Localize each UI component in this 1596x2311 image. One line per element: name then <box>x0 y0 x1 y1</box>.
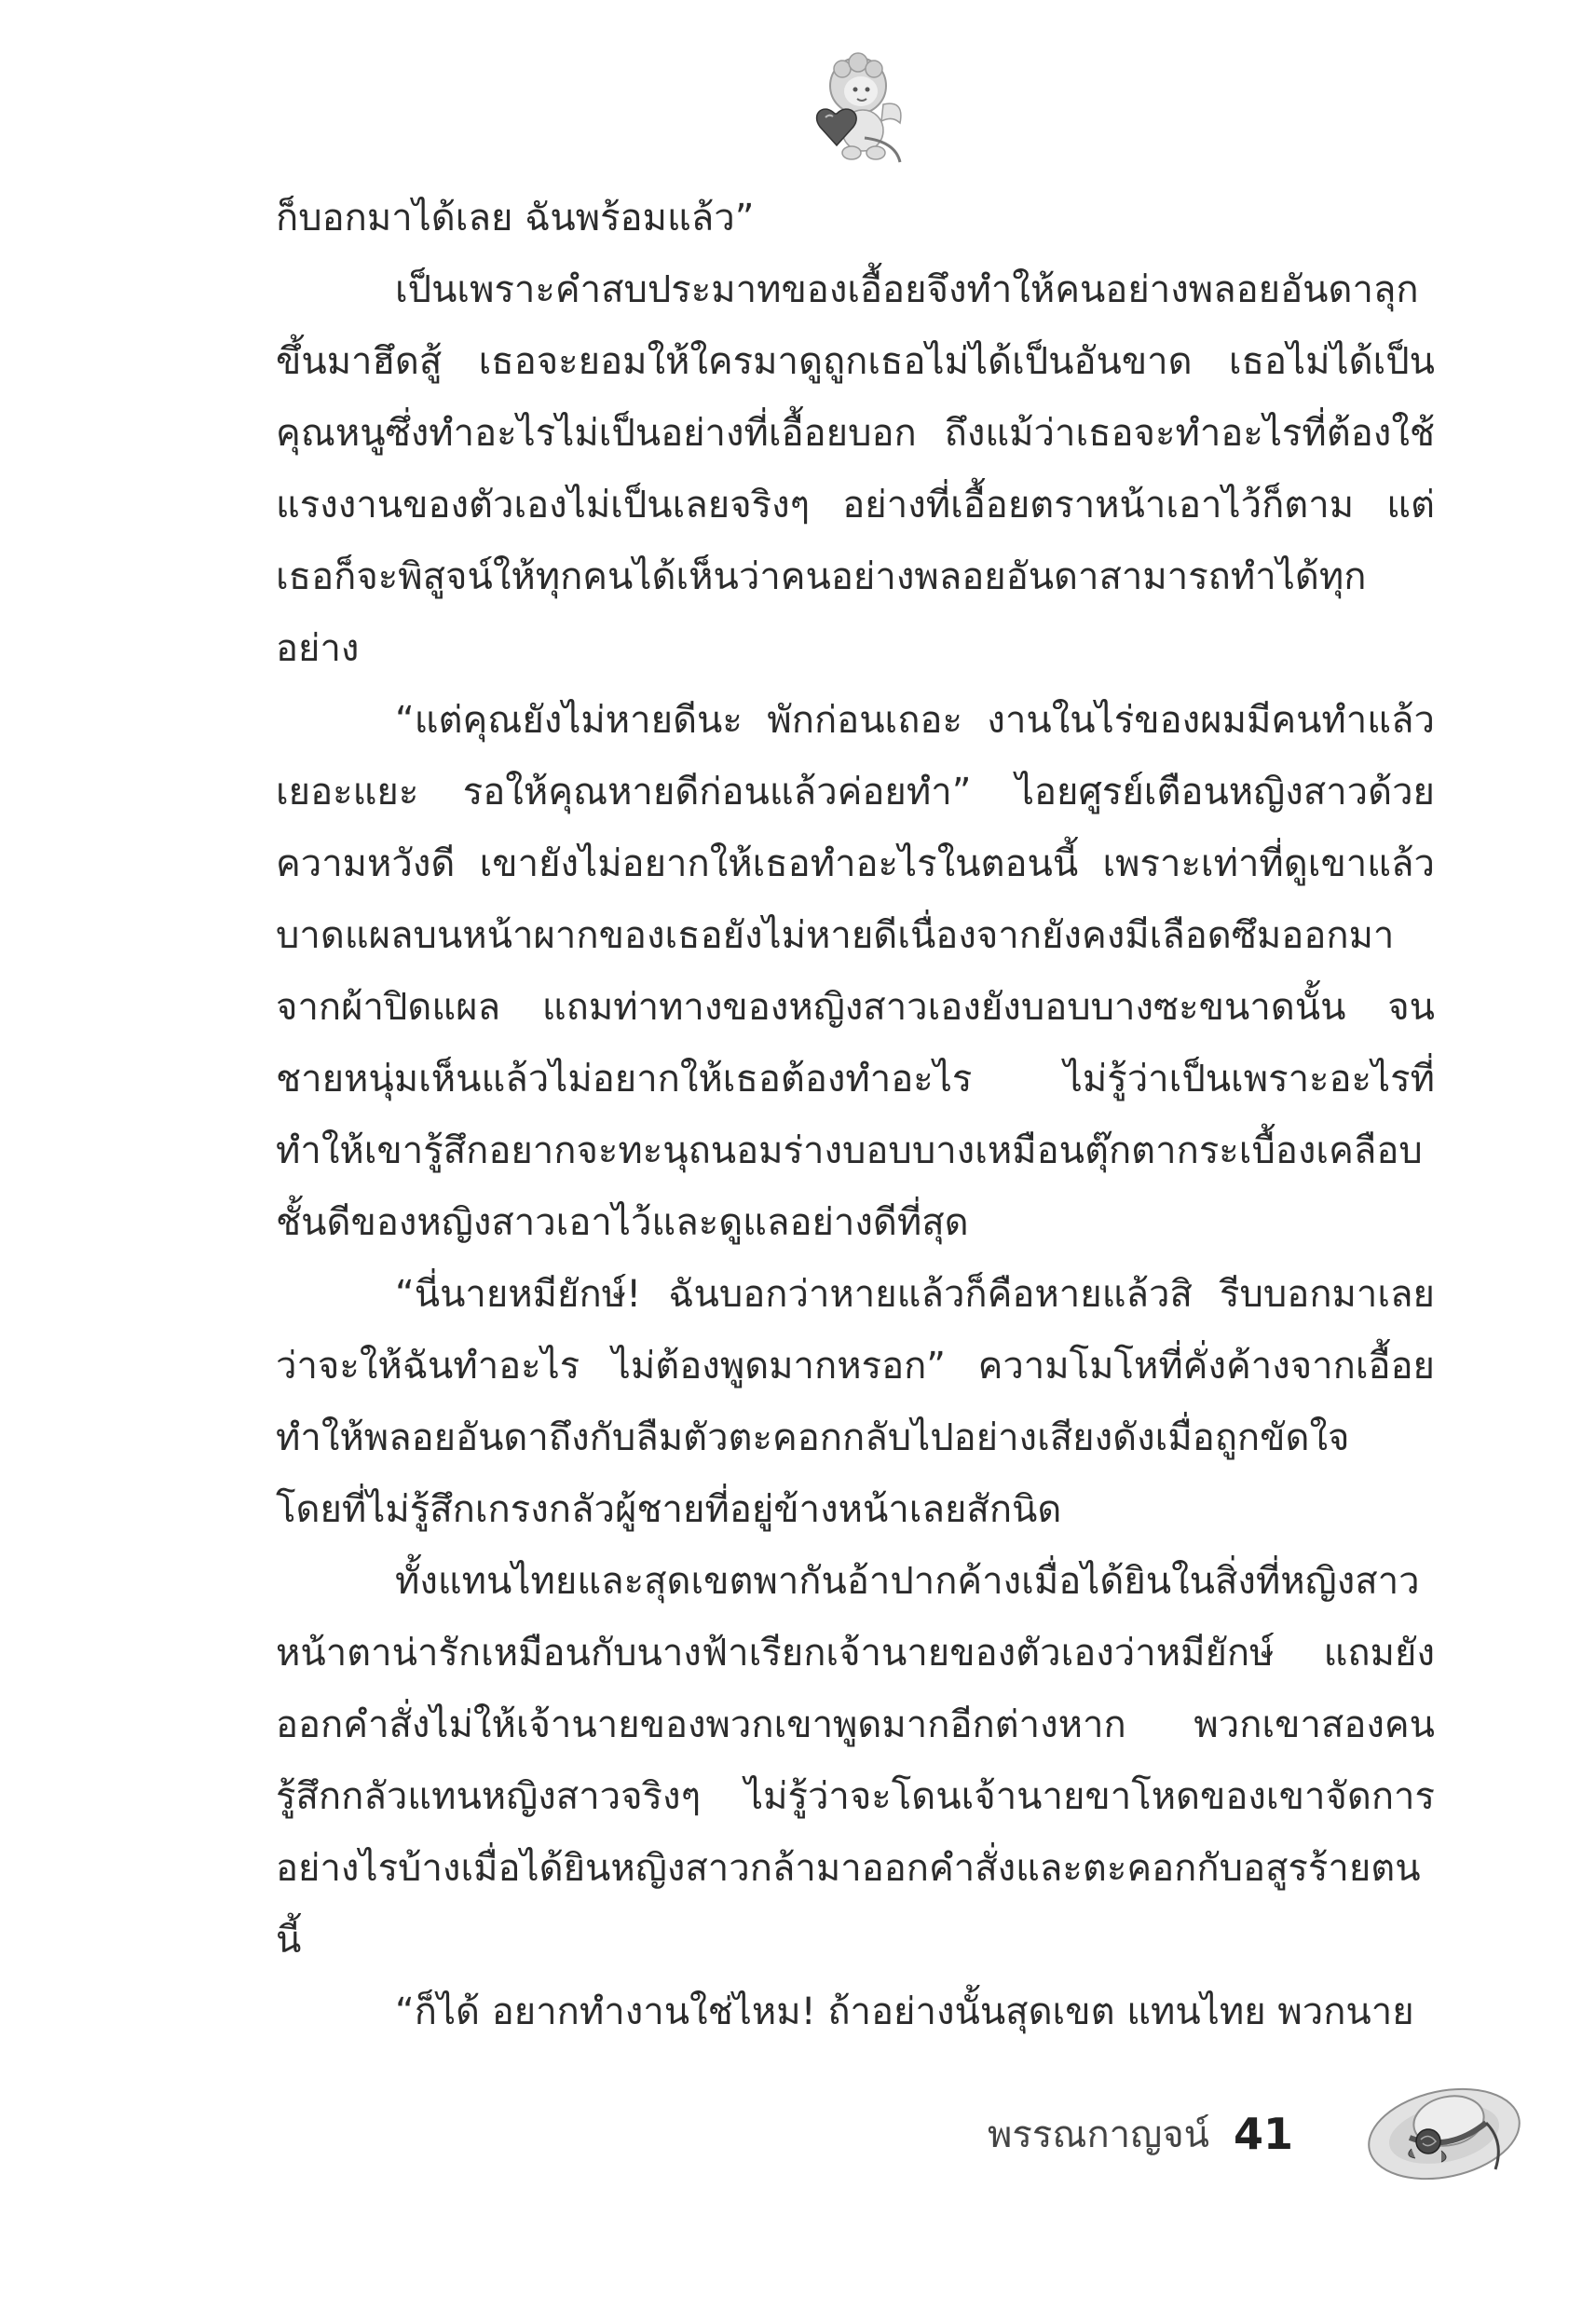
cupid-icon <box>807 48 909 170</box>
page-number: 41 <box>1234 2109 1294 2159</box>
page-footer <box>988 2092 1293 2176</box>
footer-author: พรรณกาญจน์ <box>988 2113 1209 2156</box>
paragraph-4: “นี่นายหมียักษ์! ฉันบอกว่าหายแล้วก็คือหายแล้วสิ รีบบอกมาเลยว่าจะให้ฉันทำอะไร ไม่ต้องพูดมากหรอก” ความโมโหที่คั่งค้างจากเอื้อยทำให้พลอยอันดาถึงกับลืมตัวตะคอกกลับไปอย่างเสียงดังเมื่อถูกขัดใจโดยที่ไม่รู้สึกเกรงกลัวผู้ชายที่อยู่ข้างหน้าเลยสักนิด <box>276 1273 1435 1531</box>
paragraph-1: ก็บอกมาได้เลย ฉันพร้อมแล้ว” <box>276 197 755 239</box>
hat-icon <box>1356 2067 1523 2188</box>
paragraph-2: เป็นเพราะคำสบประมาทของเอื้อยจึงทำให้คนอย่างพลอยอันดาลุกขึ้นมาฮึดสู้ เธอจะยอมให้ใครมาดูถูกเธอไม่ได้เป็นอันขาด เธอไม่ได้เป็นคุณหนูซึ่งทำอะไรไม่เป็นอย่างที่เอื้อยบอก ถึงแม้ว่าเธอจะทำอะไรที่ต้องใช้แรงงานของตัวเองไม่เป็นเลยจริงๆ อย่างที่เอื้อยตราหน้าเอาไว้ก็ตาม แต่เธอก็จะพิสูจน์ให้ทุกคนได้เห็นว่าคนอย่างพลอยอันดาสามารถทำได้ทุกอย่าง <box>276 268 1435 670</box>
paragraph-3: “แต่คุณยังไม่หายดีนะ พักก่อนเถอะ งานในไร่ของผมมีคนทำแล้วเยอะแยะ รอให้คุณหายดีก่อนแล้วค่อยทำ” ไอยศูรย์เตือนหญิงสาวด้วยความหวังดี เขายังไม่อยากให้เธอทำอะไรในตอนนี้ เพราะเท่าที่ดูเขาแล้ว บาดแผลบนหน้าผากของเธอยังไม่หายดีเนื่องจากยังคงมีเลือดซึมออกมาจากผ้าปิดแผล แถมท่าทางของหญิงสาวเองยังบอบบางซะขนาดนั้น จนชายหนุ่มเห็นแล้วไม่อยากให้เธอต้องทำอะไร ไม่รู้ว่าเป็นเพราะอะไรที่ทำให้เขารู้สึกอยากจะทะนุถนอมร่างบอบบางเหมือนตุ๊กตากระเบื้องเคลือบชั้นดีของหญิงสาวเอาไว้และดูแลอย่างดีที่สุด <box>276 699 1435 1244</box>
body-text <box>276 183 1435 2046</box>
paragraph-5: ทั้งแทนไทยและสุดเขตพากันอ้าปากค้างเมื่อได้ยินในสิ่งที่หญิงสาวหน้าตาน่ารักเหมือนกับนางฟ้าเรียกเจ้านายของตัวเองว่าหมียักษ์ แถมยังออกคำสั่งไม่ให้เจ้านายของพวกเขาพูดมากอีกต่างหาก พวกเขาสองคนรู้สึกกลัวแทนหญิงสาวจริงๆ ไม่รู้ว่าจะโดนเจ้านายขาโหดของเขาจัดการอย่างไรบ้างเมื่อได้ยินหญิงสาวกล้ามาออกคำสั่งและตะคอกกับอสูรร้ายตนนี้ <box>276 1560 1435 1962</box>
paragraph-6: “ก็ได้ อยากทำงานใช่ไหม! ถ้าอย่างนั้นสุดเขต แทนไทย พวกนาย <box>395 1990 1414 2033</box>
